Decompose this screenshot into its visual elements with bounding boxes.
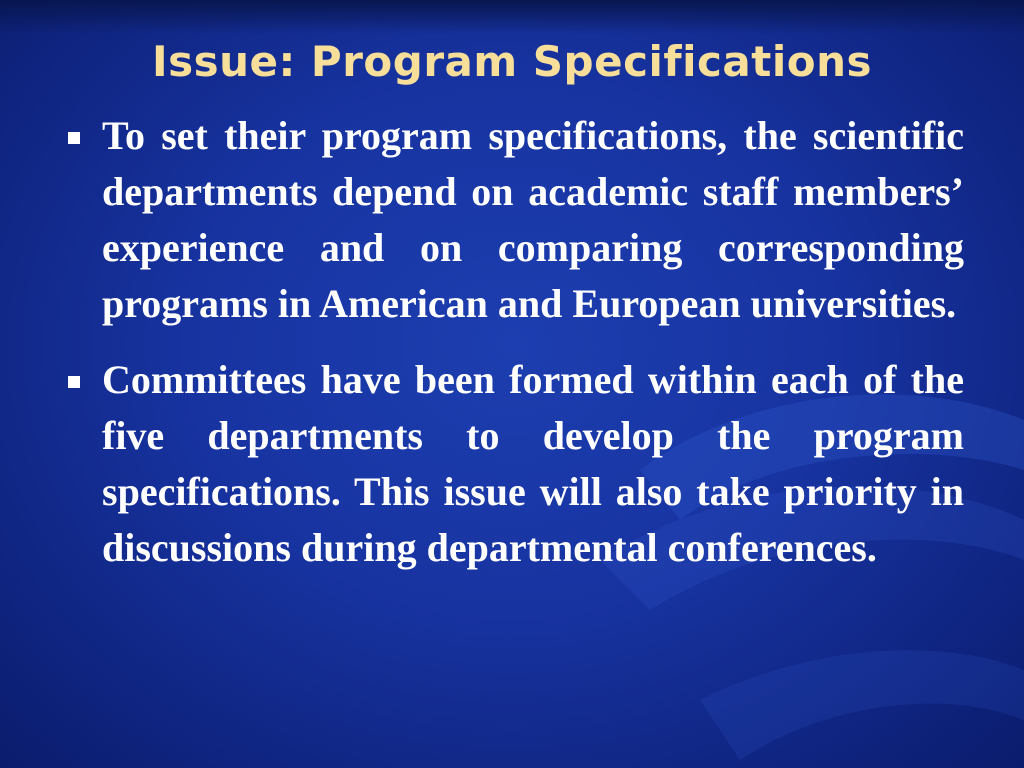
bullet-item	[60, 352, 964, 576]
bullet-item	[60, 108, 964, 332]
square-bullet-icon	[68, 132, 80, 144]
bullet-list	[60, 108, 964, 596]
square-bullet-icon	[68, 376, 80, 388]
slide-title: Issue: Program Specifications	[151, 37, 872, 86]
bullet-text: To set their program specifications, the scientific departments depend on academic staff members’ experience and on comparing corresponding programs in American and European universities.	[102, 113, 964, 326]
bullet-text: Committees have been formed within each of the five departments to develop the program specifications. This issue will also take priority in discussions during departmental conferences.	[102, 357, 964, 570]
